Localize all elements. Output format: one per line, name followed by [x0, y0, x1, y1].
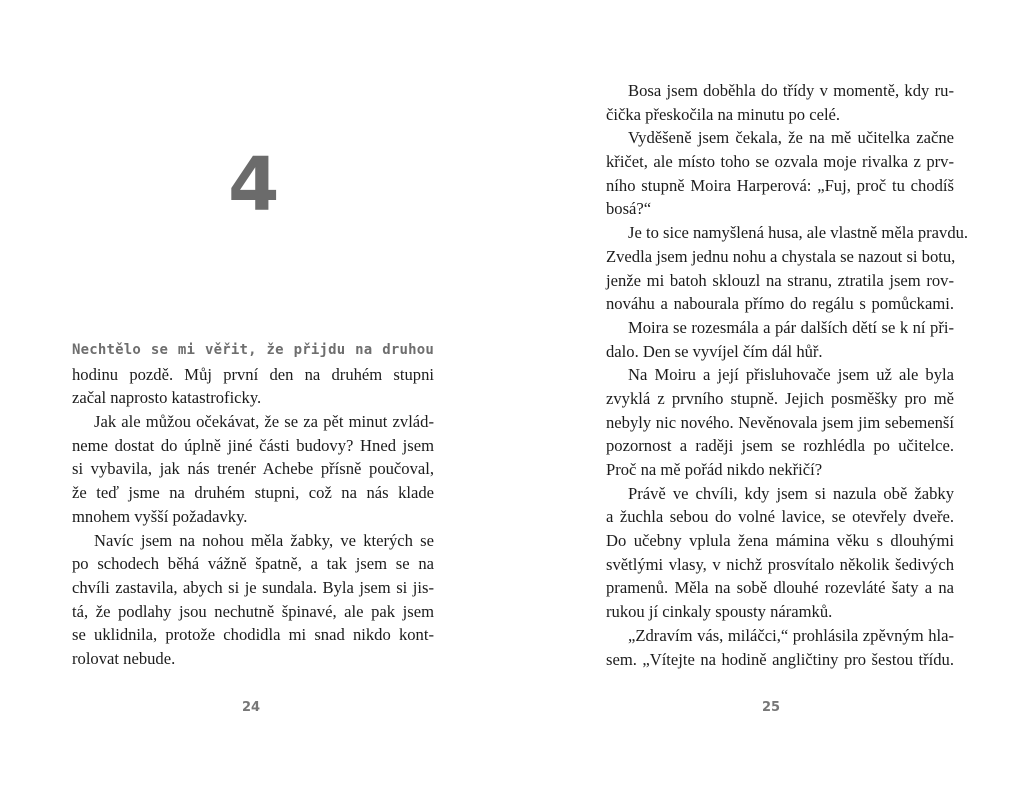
text-line: Zvedla jsem jednu nohu a chystala se nazout si botu,	[606, 246, 956, 266]
text-line: ního stupně Moira Harperová: „Fuj, proč tu chodíš	[606, 175, 954, 195]
text-line: čička přeskočila na minutu po celé.	[606, 104, 841, 124]
text-line: Bosa jsem doběhla do třídy v momentě, kdy ru-	[628, 81, 954, 100]
text-line: mnohem vyšší požadavky.	[72, 506, 248, 526]
text-line: světlými vlasy, v nichž prosvítalo několik šedivých	[606, 554, 954, 574]
chapter-number: 4	[228, 142, 280, 228]
text-line: hodinu pozdě. Můj první den na druhém stupni	[72, 364, 434, 384]
text-line: Moira se rozesmála a pár dalších dětí se k ní při-	[628, 317, 954, 337]
text-line: že teď jsme na druhém stupni, což na nás klade	[72, 483, 434, 503]
text-line: chvíli zastavila, abych si je sundala. Byla jsem si jis-	[72, 577, 434, 597]
text-line: nebyly nic nového. Nevěnovala jsem jim sebemenší	[606, 412, 954, 432]
text-line: Navíc jsem na nohou měla žabky, ve kterých se	[94, 530, 434, 550]
page-number-left: 24	[241, 700, 261, 715]
text-line: pramenů. Měla na sobě dlouhé rozevláté šaty a na	[606, 578, 954, 598]
text-line: křičet, ale místo toho se ozvala moje rivalka z prv-	[606, 152, 954, 172]
text-line: rukou jí cinkaly spousty náramků.	[606, 602, 833, 622]
text-line: Vyděšeně jsem čekala, že na mě učitelka začne	[628, 128, 954, 148]
text-line: „Zdravím vás, miláčci,“ prohlásila zpěvným hla-	[628, 625, 954, 645]
text-line: sem. „Vítejte na hodině angličtiny pro šestou třídu.	[606, 649, 954, 669]
page-number-right: 25	[761, 700, 781, 715]
text-line: zvyklá z prvního stupně. Jejich posměšky pro mě	[606, 388, 954, 408]
text-line: začal naprosto katastroficky.	[72, 388, 262, 408]
text-line: Do učebny vplula žena máminа věku s dlouhými	[606, 531, 954, 551]
text-line: si vybavila, jak nás trenér Achebe přísně poučoval,	[72, 459, 434, 479]
text-line: Nechtělo se mi věřit, že přijdu na druhou	[72, 342, 434, 358]
text-line: a žuchla sebou do volné lavice, se otevřely dveře.	[606, 507, 954, 527]
left-page-text	[72, 339, 434, 671]
text-line: Je to sice namyšlená husa, ale vlastně měla pravdu.	[628, 223, 969, 243]
text-line: Proč na mě pořád nikdo nekřičí?	[606, 460, 823, 479]
text-line: rolovat nebude.	[72, 648, 176, 668]
text-line: po schodech běhá vážně špatně, a tak jsem se na	[72, 554, 434, 574]
text-line: Na Moiru a její přisluhovače jsem už ale byla	[628, 365, 954, 385]
text-line: neme dostat do úplně jiné části budovy? Hned jsem	[72, 435, 434, 455]
text-line: dalo. Den se vyvíjel čím dál hůř.	[606, 341, 823, 361]
text-line: tá, že podlahy jsou nechutně špinavé, ale pak jsem	[72, 601, 434, 621]
text-line: Právě ve chvíli, kdy jsem si nazula obě žabky	[628, 483, 954, 503]
text-line: se uklidnila, protože chodidla mi snad nikdo kont-	[72, 625, 434, 645]
text-line: pozornost a raději jsem se rozhlédla po učitelce.	[606, 436, 954, 456]
text-line: nováhu a nabourala přímo do regálu s pomůckami.	[606, 294, 954, 314]
text-line: Jak ale můžou očekávat, že se za pět minut zvlád-	[94, 412, 434, 432]
right-page-text	[606, 79, 969, 671]
text-line: jenže mi batoh sklouzl na stranu, ztratila jsem rov-	[606, 270, 954, 290]
right-page	[512, 0, 1024, 787]
text-line: bosá?“	[606, 199, 652, 219]
